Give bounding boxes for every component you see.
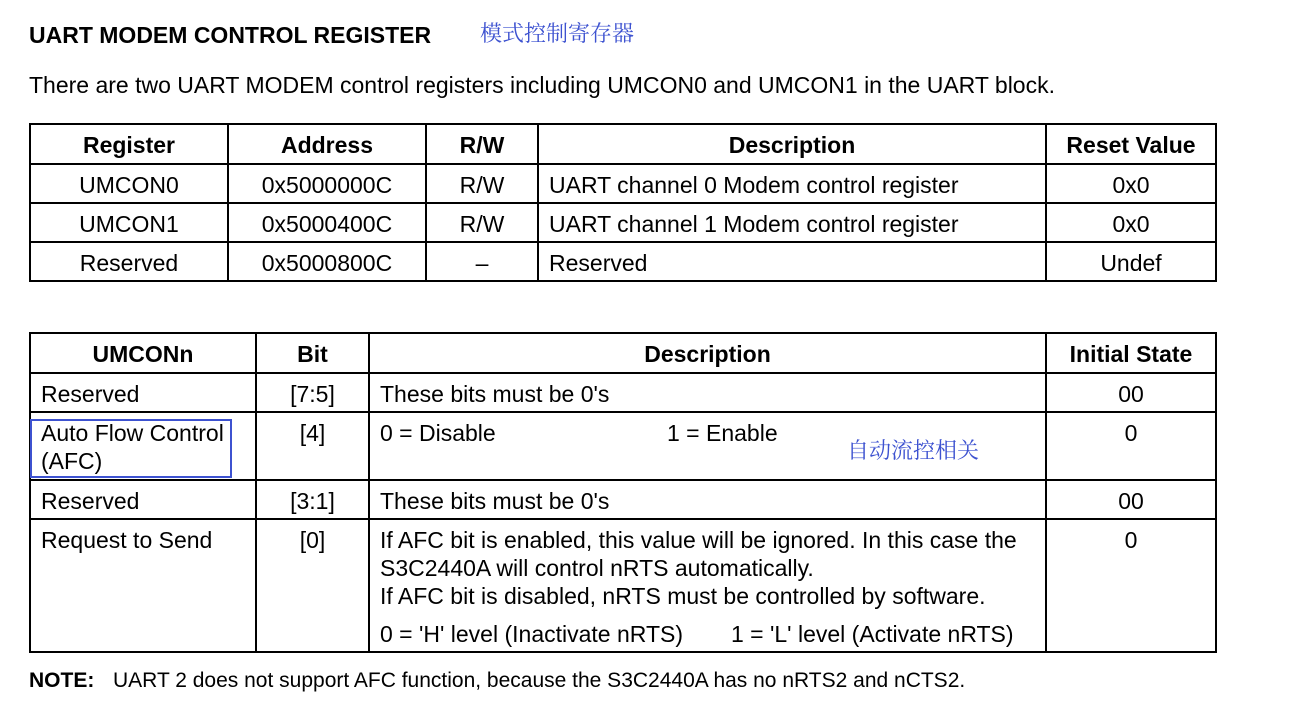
- bit-cell: [4]: [256, 412, 369, 480]
- bit-cell: [7:5]: [256, 373, 369, 412]
- table-row: [30, 242, 1216, 281]
- rw-cell: –: [426, 242, 538, 281]
- reset-value-cell: Undef: [1046, 242, 1216, 281]
- header-address: Address: [228, 124, 426, 164]
- field-name-cell: Auto Flow Control (AFC): [30, 412, 256, 480]
- description-cell: Reserved: [538, 242, 1046, 281]
- description-cell: UART channel 1 Modem control register: [538, 203, 1046, 242]
- option-l-level: 1 = 'L' level (Activate nRTS): [731, 621, 1014, 647]
- register-cell: Reserved: [30, 242, 228, 281]
- register-cell: UMCON0: [30, 164, 228, 203]
- page-title: UART MODEM CONTROL REGISTER: [29, 22, 432, 48]
- afc-annotation: 自动流控相关: [847, 439, 980, 464]
- rw-cell: R/W: [426, 164, 538, 203]
- option-enable: 1 = Enable: [667, 420, 778, 446]
- table-row: [30, 164, 1216, 203]
- description-line: If AFC bit is disabled, nRTS must be controlled by software.: [380, 583, 986, 609]
- description-line: If AFC bit is enabled, this value will be ignored. In this case the: [380, 527, 1017, 553]
- option-h-level: 0 = 'H' level (Inactivate nRTS): [380, 621, 684, 647]
- bit-cell: [0]: [256, 519, 369, 652]
- reset-value-cell: 0x0: [1046, 203, 1216, 242]
- description-cell: UART channel 0 Modem control register: [538, 164, 1046, 203]
- table-row: [30, 519, 1216, 652]
- rw-cell: R/W: [426, 203, 538, 242]
- description-cell: These bits must be 0's: [369, 373, 1046, 412]
- table-header-row: [30, 124, 1216, 164]
- title-annotation: 模式控制寄存器: [480, 22, 635, 47]
- address-cell: 0x5000000C: [228, 164, 426, 203]
- register-cell: UMCON1: [30, 203, 228, 242]
- reset-value-cell: 0x0: [1046, 164, 1216, 203]
- description-cell: [369, 519, 1046, 652]
- header-description: Description: [538, 124, 1046, 164]
- bit-field-table: [29, 332, 1217, 653]
- header-rw: R/W: [426, 124, 538, 164]
- address-cell: 0x5000800C: [228, 242, 426, 281]
- note-text: UART 2 does not support AFC function, because the S3C2440A has no nRTS2 and nCTS2.: [113, 669, 966, 692]
- options-line: [380, 620, 1035, 648]
- description-line: S3C2440A will control nRTS automatically.: [380, 555, 814, 581]
- field-name-cell: Reserved: [30, 480, 256, 519]
- initial-state-cell: 0: [1046, 519, 1216, 652]
- initial-state-cell: 00: [1046, 373, 1216, 412]
- address-cell: 0x5000400C: [228, 203, 426, 242]
- bit-cell: [3:1]: [256, 480, 369, 519]
- header-initial-state: Initial State: [1046, 333, 1216, 373]
- header-reset-value: Reset Value: [1046, 124, 1216, 164]
- register-table: [29, 123, 1217, 282]
- afc-highlight-box: [30, 419, 232, 478]
- initial-state-cell: 0: [1046, 412, 1216, 480]
- note: [29, 668, 965, 694]
- header-register: Register: [30, 124, 228, 164]
- table-row: [30, 373, 1216, 412]
- field-name-cell: Reserved: [30, 373, 256, 412]
- table-header-row: [30, 333, 1216, 373]
- header-umconn: UMCONn: [30, 333, 256, 373]
- option-disable: 0 = Disable: [380, 420, 496, 446]
- note-label: NOTE:: [29, 669, 95, 692]
- field-name-cell: Request to Send: [30, 519, 256, 652]
- description-cell: These bits must be 0's: [369, 480, 1046, 519]
- header-bit: Bit: [256, 333, 369, 373]
- table-row: [30, 203, 1216, 242]
- table-row: [30, 480, 1216, 519]
- initial-state-cell: 00: [1046, 480, 1216, 519]
- header-description: Description: [369, 333, 1046, 373]
- intro-paragraph: There are two UART MODEM control registers including UMCON0 and UMCON1 in the UART block.: [29, 72, 1055, 98]
